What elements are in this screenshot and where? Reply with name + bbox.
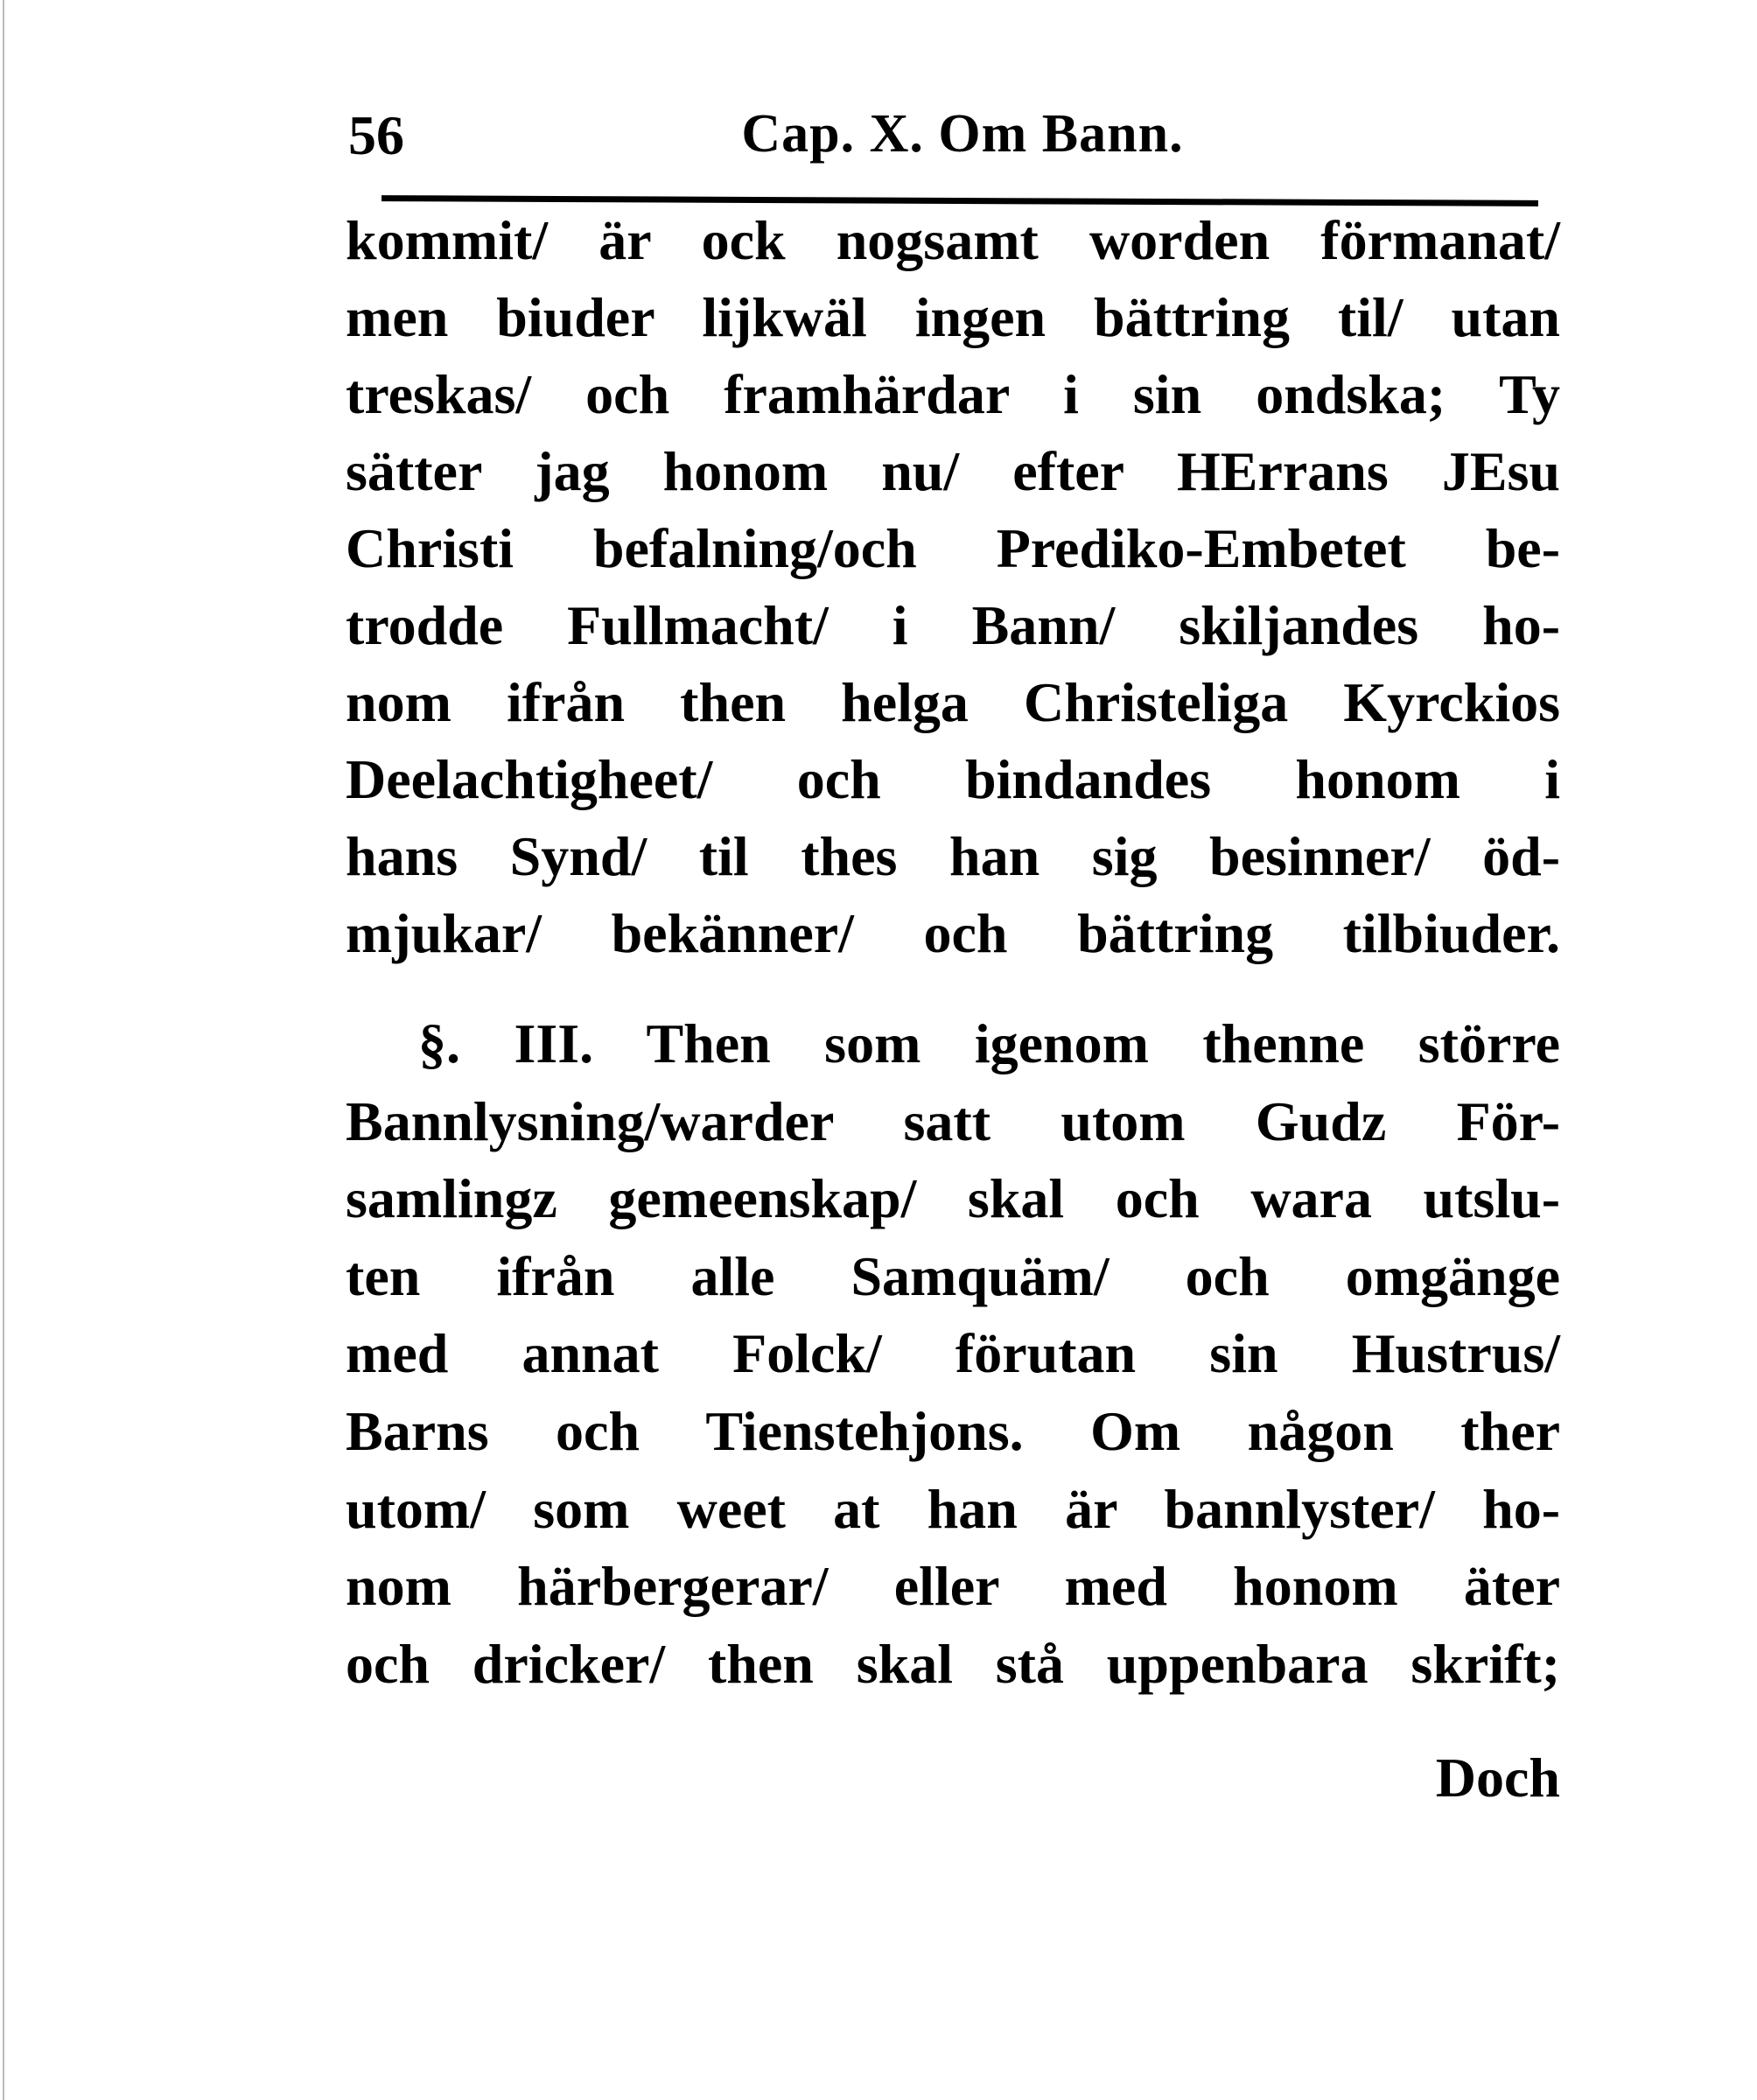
running-title: Cap. X. Om Bann.	[741, 104, 1184, 164]
text-line: sätter jag honom nu/ efter HErrans JEsu	[346, 440, 1560, 502]
text-line: trodde Fullmacht/ i Bann/ skiljandes ho-	[346, 594, 1560, 656]
text-line: nom härbergerar/ eller med honom äter	[346, 1555, 1560, 1617]
page-number: 56	[348, 104, 404, 166]
text-line: Christi befalning/och Prediko-Embetet be-	[346, 517, 1560, 579]
text-line: och dricker/ then skal stå uppenbara skrift;	[346, 1633, 1560, 1695]
catchword: Doch	[1435, 1746, 1560, 1809]
text-line: Deelachtigheet/ och bindandes honom i	[346, 748, 1560, 810]
text-line: men biuder lijkwäl ingen bättring til/ utan	[346, 286, 1560, 348]
text-line: mjukar/ bekänner/ och bättring tilbiuder.	[346, 902, 1560, 964]
text-line: med annat Folck/ förutan sin Hustrus/	[346, 1322, 1560, 1384]
text-line: utom/ som weet at han är bannlyster/ ho-	[346, 1478, 1560, 1540]
text-line: treskas/ och framhärdar i sin ondska; Ty	[346, 363, 1560, 425]
text-line: samlingz gemeenskap/ skal och wara utslu-	[346, 1167, 1560, 1229]
text-line: hans Synd/ til thes han sig besinner/ öd-	[346, 825, 1560, 887]
page-edge	[3, 0, 4, 2100]
text-line: kommit/ är ock nogsamt worden förmanat/	[346, 209, 1560, 271]
text-line: Bannlysning/warder satt utom Gudz För-	[346, 1090, 1560, 1152]
text-line: ten ifrån alle Samquäm/ och omgänge	[346, 1245, 1560, 1307]
section-heading-line: §. III. Then som igenom thenne större	[418, 1012, 1560, 1074]
header-rule	[382, 195, 1538, 206]
text-line: Barns och Tienstehjons. Om någon ther	[346, 1400, 1560, 1462]
text-line: nom ifrån then helga Christeliga Kyrckios	[346, 671, 1560, 733]
